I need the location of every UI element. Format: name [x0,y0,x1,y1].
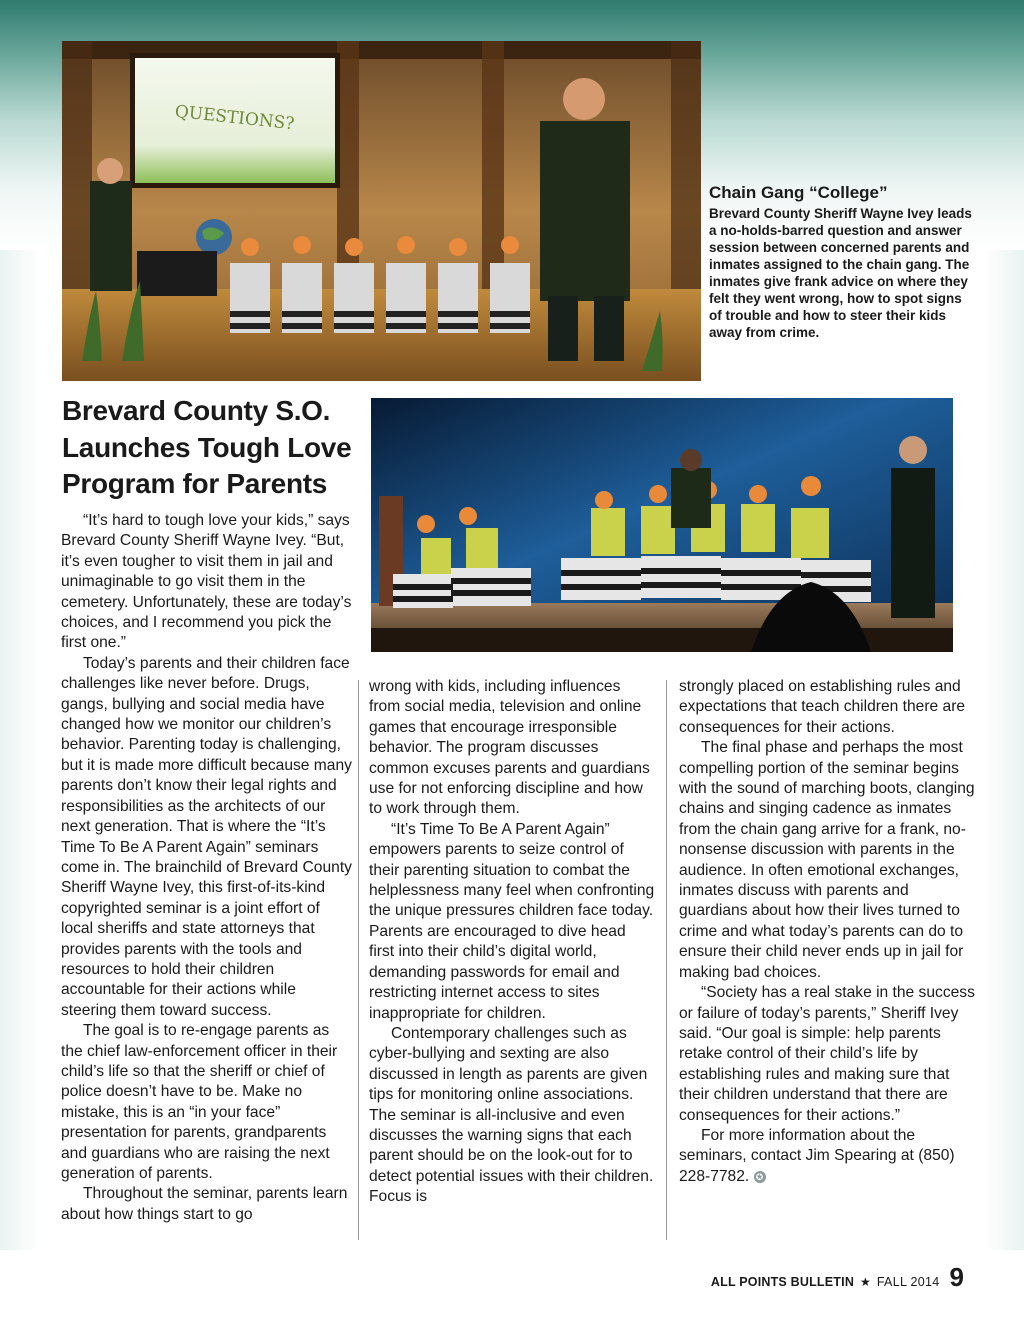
paragraph: The goal is to re-engage parents as the chief law-enforcement officer in their child’s life so that the sheriff or chief of police doesn’t have to be. Make no mistake, this is an “in your face” presentation for parents, grandparents and guardians who are raising the next generation of parents. [61,1022,338,1182]
article-column-2 [369,677,655,1208]
contact-paragraph: For more information about the seminars, contact Jim Spearing at (850) 228-7782. [679,1126,955,1185]
photo-sheriff-qa-session [62,41,701,381]
caption-body: Brevard County Sheriff Wayne Ivey leads a no-holds-barred question and answer session between concerned parents and inmates assigned to the chain gang. The inmates give frank advice on where they felt they went wrong, how to spot signs of trouble and how to steer their kids away from crime. [709,206,972,340]
paragraph: “It’s Time To Be A Parent Again” empowers parents to seize control of their parenting situation to combat the helplessness many feel when confronting the unique pressures children face today. Parents are encouraged to dive head first into their child’s digital world, demanding passwords for email and restricting internet access to sites inappropriate for children. [369,820,655,1022]
caption-title: Chain Gang “College” [709,183,888,202]
paragraph: Throughout the seminar, parents learn about how things start to go [61,1185,348,1223]
article-column-1 [61,511,353,1225]
paragraph: Contemporary challenges such as cyber-bullying and sexting are also discussed in length as parents are given tips for monitoring online associations. The seminar is all-inclusive and even discusses the warning signs that each parent should be on the look-out for to detect potential issues with their children. Focus is [369,1024,654,1206]
photo-inmates-on-stage [371,398,953,652]
publication-name: ALL POINTS BULLETIN [710,1275,855,1289]
column-divider [358,680,359,1240]
paragraph: wrong with kids, including influences from social media, television and online games that encourage irresponsible behavior. The program discusses common excuses parents and guardians use for not enforcing discipline and how to work through them. [369,678,650,818]
end-of-article-icon: ✪ [754,1171,766,1183]
article-headline: Brevard County S.O. Launches Tough Love Program for Parents [62,395,352,499]
page-number: 9 [949,1262,964,1292]
column-divider [666,680,667,1240]
star-icon: ★ [860,1275,871,1289]
issue-label: FALL 2014 [876,1275,940,1289]
paragraph: strongly placed on establishing rules and expectations that teach children there are consequences for their actions. [679,678,966,736]
article-column-3 [679,677,975,1187]
projector-screen-text: QUESTIONS? [173,101,296,135]
paragraph: The final phase and perhaps the most compelling portion of the seminar begins with the sound of marching boots, clanging chains and singing cadence as inmates from the chain gang arrive for a frank, no-nonsense discussion with parents in the audience. In often emotional exchanges, inmates discuss with parents and guardians about how their lives turned to crime and what today’s parents can do to ensure their child never ends up in jail for making bad choices. [679,739,975,981]
photo-caption [709,182,974,341]
paragraph: “It’s hard to tough love your kids,” says Brevard County Sheriff Wayne Ivey. “But, it’s even tougher to visit them in jail and unimaginable to go visit them in the cemetery. Unfortunately, these are today’s choices, and I recommend you pick the first one.” [61,512,352,652]
paragraph: Today’s parents and their children face challenges like never before. Drugs, gangs, bullying and social media have changed how we monitor our children’s behavior. Parenting today is challenging, but it is made more difficult because many parents don’t know their legal rights and responsibilities as the architects of our next generation. That is where the “It’s Time To Be A Parent Again” seminars come in. The brainchild of Brevard County Sheriff Wayne Ivey, this first-of-its-kind copyrighted seminar is a joint effort of local sheriffs and state attorneys that provides parents with the tools and resources to hold their children accountable for their actions while steering them toward success. [61,654,352,1019]
paragraph [679,1126,975,1187]
page-footer [711,1262,964,1293]
paragraph: “Society has a real stake in the success or failure of today’s parents,” Sheriff Ivey said. “Our goal is simple: help parents retake control of their child’s life by establishing rules and making sure that their children understand that there are consequences for their actions.” [679,984,975,1124]
